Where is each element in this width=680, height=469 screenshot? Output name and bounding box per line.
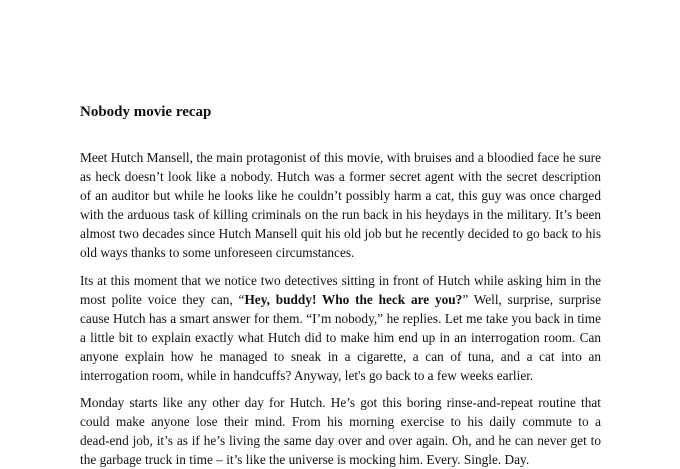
- paragraph-line: a little bit to explain exactly what Hutch did to make him end up in an interrogation room. Can: [80, 330, 601, 346]
- paragraph-line: old ways thanks to some unforeseen circumstances.: [80, 245, 355, 261]
- paragraph-line: Its at this moment that we notice two detectives sitting in front of Hutch while asking him in the: [80, 273, 601, 288]
- paragraph-line: interrogation room, while in handcuffs? Anyway, let's go back to a few weeks earlier.: [80, 368, 534, 384]
- paragraph-line: Meet Hutch Mansell, the main protagonist of this movie, with bruises and a bloodied face he sure: [80, 150, 601, 165]
- paragraph-line: Monday starts like any other day for Hutch. He’s got this boring rinse-and-repeat routine that: [80, 395, 601, 410]
- paragraph-line: as heck doesn’t look like a nobody. Hutch was a former secret agent with the secret description: [80, 169, 601, 185]
- paragraph-line: could make anyone lose their mind. From his morning exercise to his daily commute to a: [80, 414, 601, 430]
- paragraph-line: with the arduous task of killing criminals on the run back in his heydays in the military. It’s been: [80, 207, 601, 223]
- paragraph-line: cause Hutch has a smart answer for them. “I’m nobody,” he replies. Let me take you back in time: [80, 311, 601, 327]
- paragraph-line: of an auditor but while he looks like he couldn’t possibly harm a cat, this guy was once charged: [80, 188, 601, 204]
- paragraph-3: [80, 393, 601, 469]
- paragraph-1: [80, 148, 601, 263]
- paragraph-line: dead-end job, it’s as if he’s living the same day over and over again. Oh, and he can never get to: [80, 433, 601, 449]
- paragraph-line: the garbage truck in time – it’s like the universe is mocking him. Every. Single. Day.: [80, 452, 530, 468]
- bold-quote: Hey, buddy! Who the heck are you?: [244, 292, 463, 308]
- paragraph-line: almost two decades since Hutch Mansell quit his old job but he recently decided to go back to his: [80, 226, 601, 242]
- quote-lead-text: most polite voice they can, “: [80, 292, 245, 308]
- paragraph-line-with-quote: [80, 290, 601, 309]
- document-title: Nobody movie recap: [80, 104, 212, 120]
- paragraph-2: [80, 271, 601, 386]
- paragraph-line: anyone explain how he managed to sneak in a cigarette, a can of tuna, and a cat into an: [80, 349, 601, 365]
- quote-trail-text: ” Well, surprise, surprise: [462, 292, 601, 308]
